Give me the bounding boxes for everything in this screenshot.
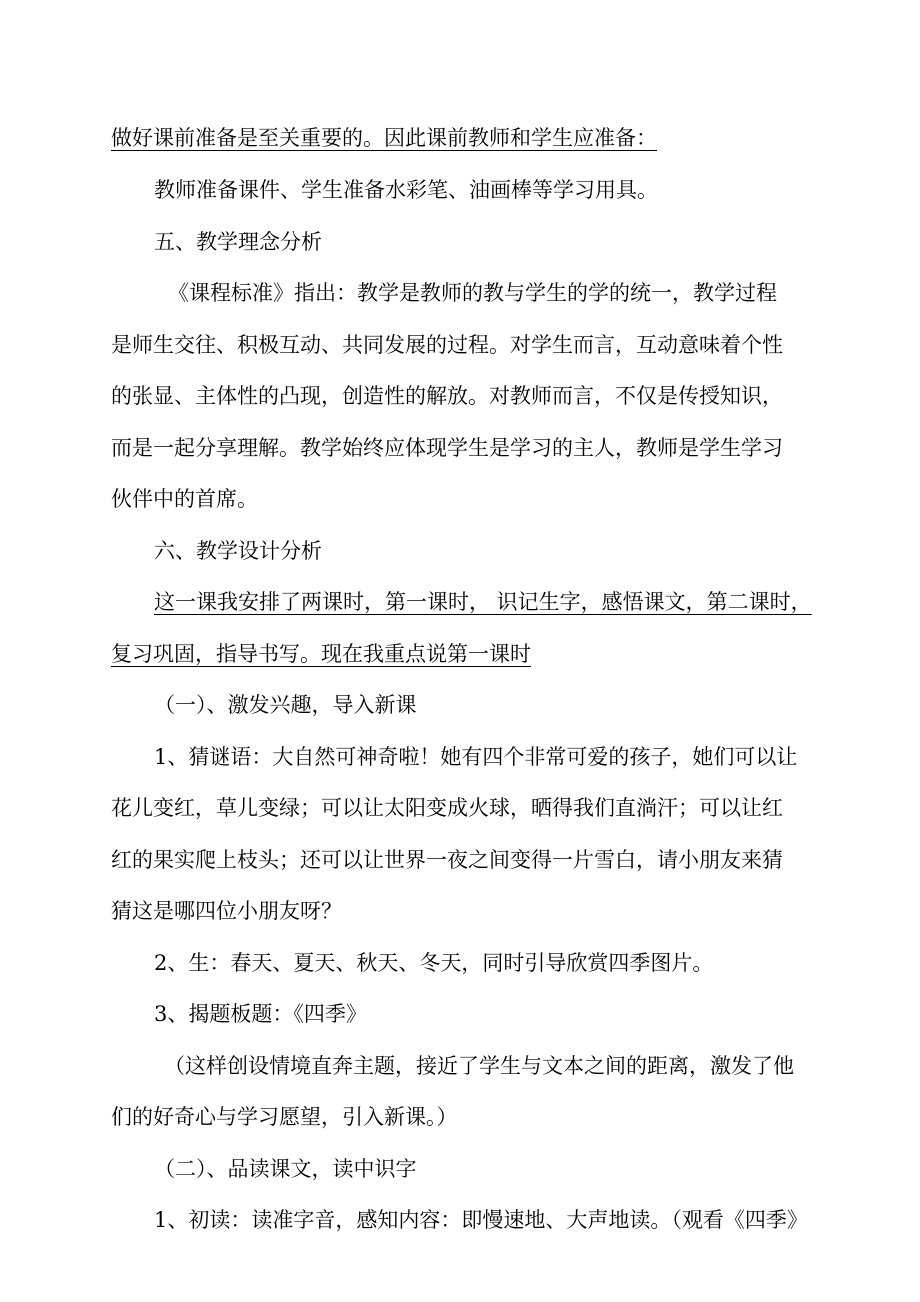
body-line: （这样创设情境直奔主题，接近了学生与文本之间的距离，激发了他: [164, 1054, 794, 1078]
section-heading-6: 六、教学设计分析: [154, 539, 322, 563]
subsection-heading-1: （一）、激发兴趣，导入新课: [154, 693, 417, 717]
design-line: 复习巩固，指导书写。现在我重点说第一课时: [111, 642, 531, 666]
body-line: 花儿变红，草儿变绿；可以让太阳变成火球，晒得我们直淌汗；可以让红: [111, 796, 783, 820]
design-line: 这一课我安排了两课时，第一课时， 识记生字，感悟课文，第二课时，: [154, 590, 812, 614]
body-line: 伙伴中的首席。: [111, 487, 258, 511]
subsection-heading-2: （二）、品读课文，读中识字: [154, 1157, 417, 1181]
body-line: 3、揭题板题：《四季》: [154, 1002, 367, 1026]
body-line: 猜这是哪四位小朋友呀？: [111, 899, 342, 923]
body-line: 的张显、主体性的凸现，创造性的解放。对教师而言，不仅是传授知识，: [111, 384, 783, 408]
body-line: 而是一起分享理解。教学始终应体现学生是学习的主人，教师是学生学习: [111, 436, 783, 460]
prep-intro-line: 做好课前准备是至关重要的。因此课前教师和学生应准备：: [111, 126, 657, 150]
body-line: 2、生：春天、夏天、秋天、冬天，同时引导欣赏四季图片。: [154, 951, 714, 975]
body-line: 们的好奇心与学习愿望，引入新课。）: [111, 1105, 458, 1129]
prep-items-line: 教师准备课件、学生准备水彩笔、油画棒等学习用具。: [154, 178, 658, 202]
body-line: 1、初读：读准字音，感知内容：即慢速地、大声地读。（观看《四季》: [154, 1208, 808, 1232]
section-heading-5: 五、教学理念分析: [154, 230, 322, 254]
body-line: 红的果实爬上枝头；还可以让世界一夜之间变得一片雪白，请小朋友来猜: [111, 848, 783, 872]
body-line: 1、猜谜语：大自然可神奇啦！她有四个非常可爱的孩子，她们可以让: [154, 745, 798, 769]
body-line: 《课程标准》指出：教学是教师的教与学生的学的统一，教学过程: [168, 281, 777, 305]
body-line: 是师生交往、积极互动、共同发展的过程。对学生而言，互动意味着个性: [111, 333, 783, 357]
